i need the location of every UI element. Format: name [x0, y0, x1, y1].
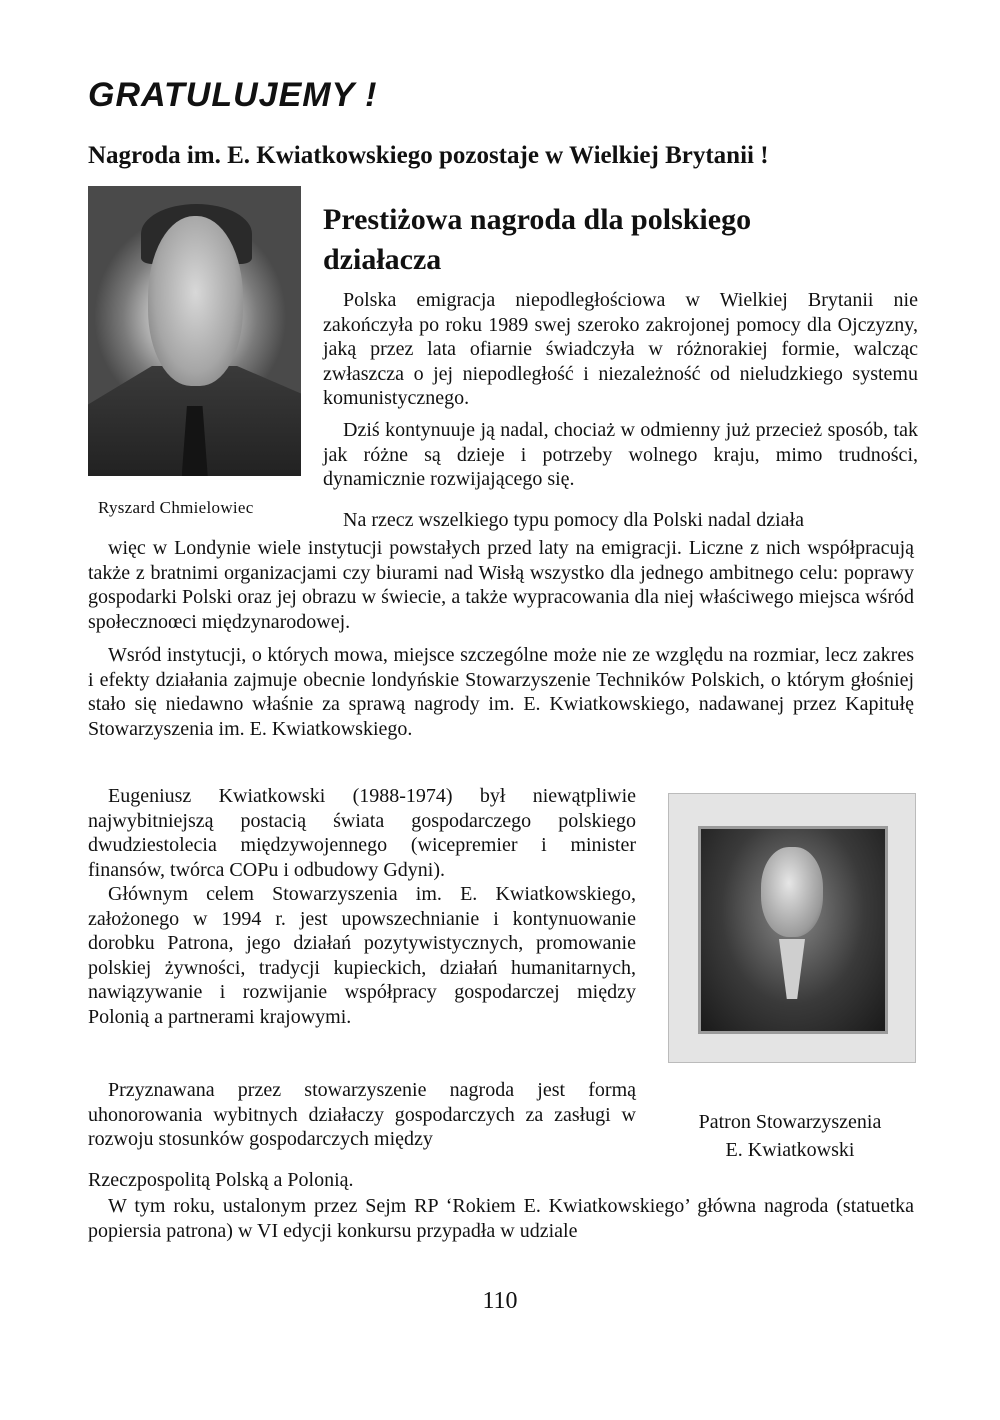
article-paragraph-4: Wsród instytucji, o których mowa, miejsce szczególne może nie ze względu na rozmiar, lecz zakres i efekty działania zajmuje obecnie londyńskie Stowarzyszenie Techników Polskich, o którym głośniej stało się niedawno właśnie za sprawą nagrody im. E. Kwiatkowskiego, nadawanej przez Kapitułę Stowarzyszenia im. E. Kwiatkowskiego. — [88, 644, 914, 740]
photo-head-shape — [761, 847, 823, 937]
page-number: 110 — [482, 1288, 518, 1314]
page-subtitle: Nagroda im. E. Kwiatkowskiego pozostaje w Wielkiej Brytanii ! — [88, 142, 769, 169]
photo-caption-kwiatkowski — [660, 1108, 920, 1164]
portrait-photo-kwiatkowski — [698, 826, 888, 1034]
photo-shirt-shape — [779, 939, 805, 999]
article-paragraph-7-end: Rzeczpospolitą Polską a Polonią. — [88, 1169, 354, 1191]
portrait-photo-chmielowiec — [88, 186, 301, 476]
caption-line-1: Patron Stowarzyszenia — [698, 1111, 882, 1133]
article-heading: Prestiżowa nagroda dla polskiego działacza — [323, 203, 752, 276]
photo-caption-chmielowiec: Ryszard Chmielowiec — [98, 498, 254, 517]
article-paragraph-1: Polska emigracja niepodległościowa w Wielkiej Brytanii nie zakończyła po roku 1989 swej szeroko zakrojonej pomocy dla Ojczyzny, jaką przez lata ofiarnie świadczyła w różnorakiej formie, walcząc zwłaszcza o jej niepodległość i niezależność od nieludzkiego systemu komunistycznego. — [323, 289, 918, 409]
article-paragraph-5: Eugeniusz Kwiatkowski (1988-1974) był niewątpliwie najwybitniejszą postacią świata gospodarczego polskiego dwudziestolecia międzywojennego (wicepremier i minister finansów, twórca COPu i odbudowy Gdyni). — [88, 785, 636, 881]
article-paragraph-7: Przyznawana przez stowarzyszenie nagroda jest formą uhonorowania wybitnych działaczy gospodarczych za zasługi w rozwoju stosunków gospodarczych między — [88, 1079, 636, 1150]
photo-head-shape — [148, 216, 244, 386]
article-paragraph-3-cont: więc w Londynie wiele instytucji powstałych przed laty na emigracji. Liczne z nich współpracują także z bratnimi organizacjami czy biurami nad Wisłą wszystko dla jednego ambitnego celu: poprawy gospodarki Polski oraz jej obrazu w świecie, a także wypracowania dla niej właściwego miejsca wśród społecznoœci międzynarodowej. — [88, 537, 914, 633]
page-title: GRATULUJEMY ! — [88, 76, 378, 114]
article-paragraph-2: Dziś kontynuuje ją nadal, chociaż w odmienny już przecież sposób, tak jak różne są dzieje i potrzeby wolnego kraju, mimo trudności, dynamicznie rozwijającego się. — [323, 419, 918, 490]
article-paragraph-3-start: Na rzecz wszelkiego typu pomocy dla Polski nadal działa — [343, 509, 804, 531]
caption-line-2: E. Kwiatkowski — [725, 1139, 855, 1161]
portrait-photo-kwiatkowski-frame — [668, 793, 916, 1063]
article-paragraph-8: W tym roku, ustalonym przez Sejm RP ‘Rokiem E. Kwiatkowskiego’ główna nagroda (statuetka popiersia patrona) w VI edycji konkursu przypadła w udziale — [88, 1195, 914, 1242]
article-paragraph-6: Głównym celem Stowarzyszenia im. E. Kwiatkowskiego, założonego w 1994 r. jest upowszechnianie i kontynuowanie dorobku Patrona, jego działań pozytywistycznych, promowanie polskiej żywności, tradycji kupieckich, działań humanitarnych, nawiązywanie i rozwijanie współpracy gospodarczej między Polonią a partnerami krajowymi. — [88, 883, 636, 1028]
